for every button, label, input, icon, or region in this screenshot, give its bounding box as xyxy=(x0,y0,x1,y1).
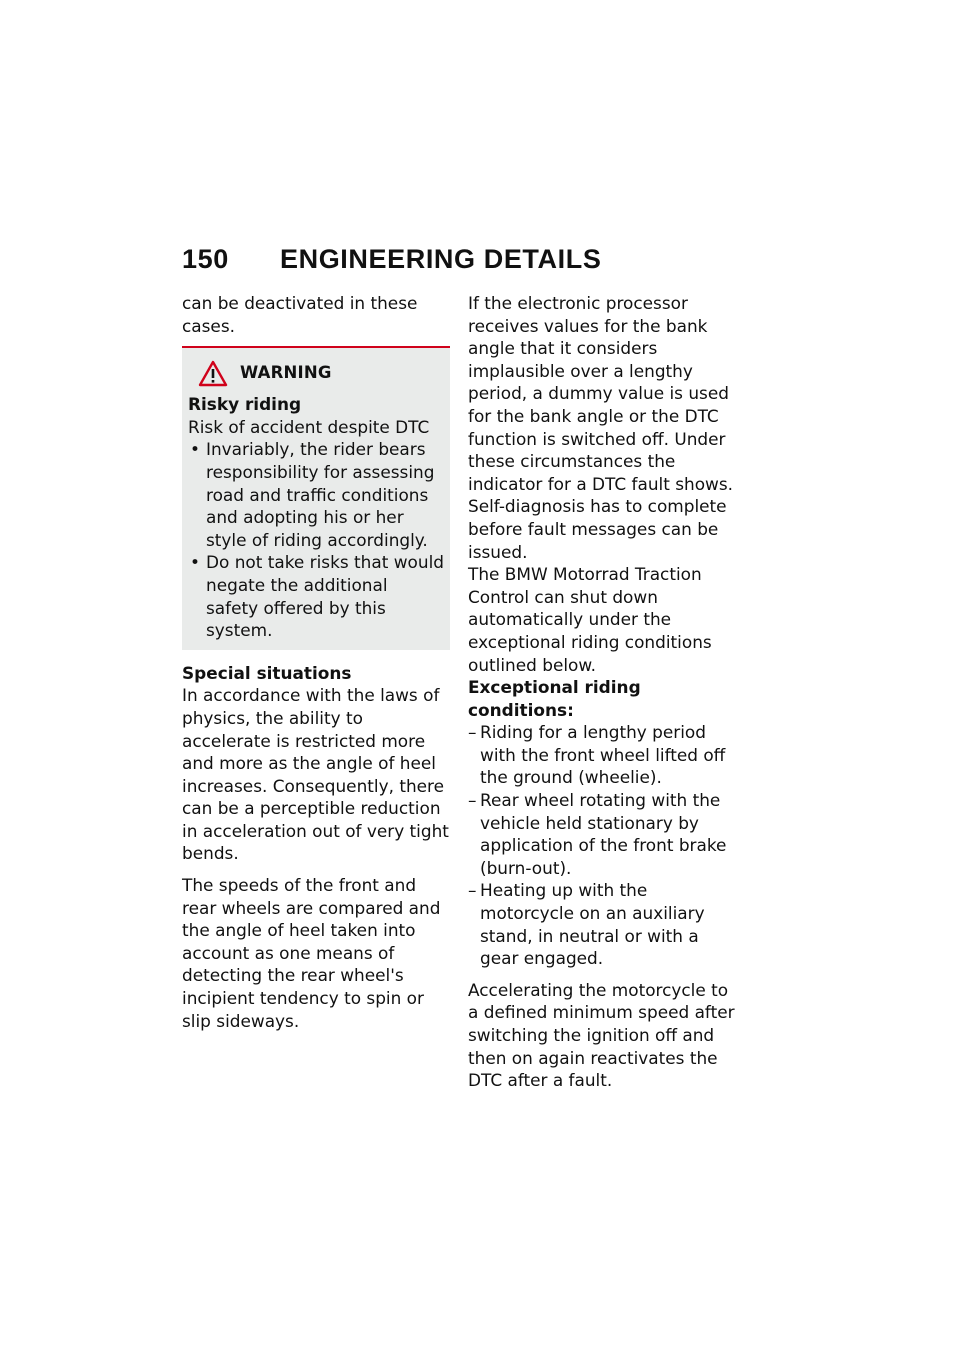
warning-text: Risk of accident despite DTC xyxy=(188,416,430,437)
list-item: – Rear wheel rotating with the vehicle held stationary by application of the front brake (burn-out). xyxy=(468,790,727,878)
warning-triangle-icon xyxy=(198,360,228,387)
warning-header xyxy=(198,360,444,387)
list-item: – Riding for a lengthy period with the front wheel lifted off the ground (wheelie). xyxy=(468,722,726,788)
warning-bullets xyxy=(188,438,444,641)
right-column xyxy=(468,292,740,1101)
warning-heading: Risky riding xyxy=(188,394,302,415)
page-number: 150 xyxy=(182,244,229,274)
paragraph-2: The BMW Motorrad Traction Control can shut down automatically under the exceptional riding conditions outlined below. xyxy=(468,564,712,675)
paragraph-3: Accelerating the motorcycle to a defined minimum speed after switching the ignition off and then on again reactivates the DTC after a fault. xyxy=(468,979,735,1091)
special-paragraph-2: The speeds of the front and rear wheels are compared and the angle of heel taken into account as one means of detecting the rear wheel's incipient tendency to spin or slip sideways. xyxy=(182,875,441,1031)
list-item: • Invariably, the rider bears responsibility for assessing road and traffic conditions and adopting his or her style of riding accordingly. xyxy=(190,439,435,550)
page-header xyxy=(182,244,742,275)
intro-text: can be deactivated in these cases. xyxy=(182,293,418,336)
special-paragraph-1: In accordance with the laws of physics, the ability to accelerate is restricted more and more as the angle of heel increases. Consequently, there can be a perceptible reduction in acceleration out of very tight bends. xyxy=(182,685,449,864)
special-heading: Special situations xyxy=(182,662,352,683)
exceptional-heading: Exceptional riding conditions: xyxy=(468,677,641,720)
left-column xyxy=(182,292,450,1041)
exceptional-list xyxy=(468,721,740,970)
warning-box xyxy=(182,348,450,650)
list-item: • Do not take risks that would negate the additional safety offered by this system. xyxy=(190,552,444,641)
paragraph-1: If the electronic processor receives values for the bank angle that it considers implausible over a lengthy period, a dummy value is used for the bank angle or the DTC function is switched off. Under these circumstances the indicator for a DTC fault shows. Self-diagnosis has to complete before fault messages can be issued. xyxy=(468,293,734,562)
section-title: ENGINEERING DETAILS xyxy=(280,244,602,274)
list-item: – Heating up with the motorcycle on an auxiliary stand, in neutral or with a gear engaged. xyxy=(468,880,705,969)
warning-label: WARNING xyxy=(240,363,332,383)
